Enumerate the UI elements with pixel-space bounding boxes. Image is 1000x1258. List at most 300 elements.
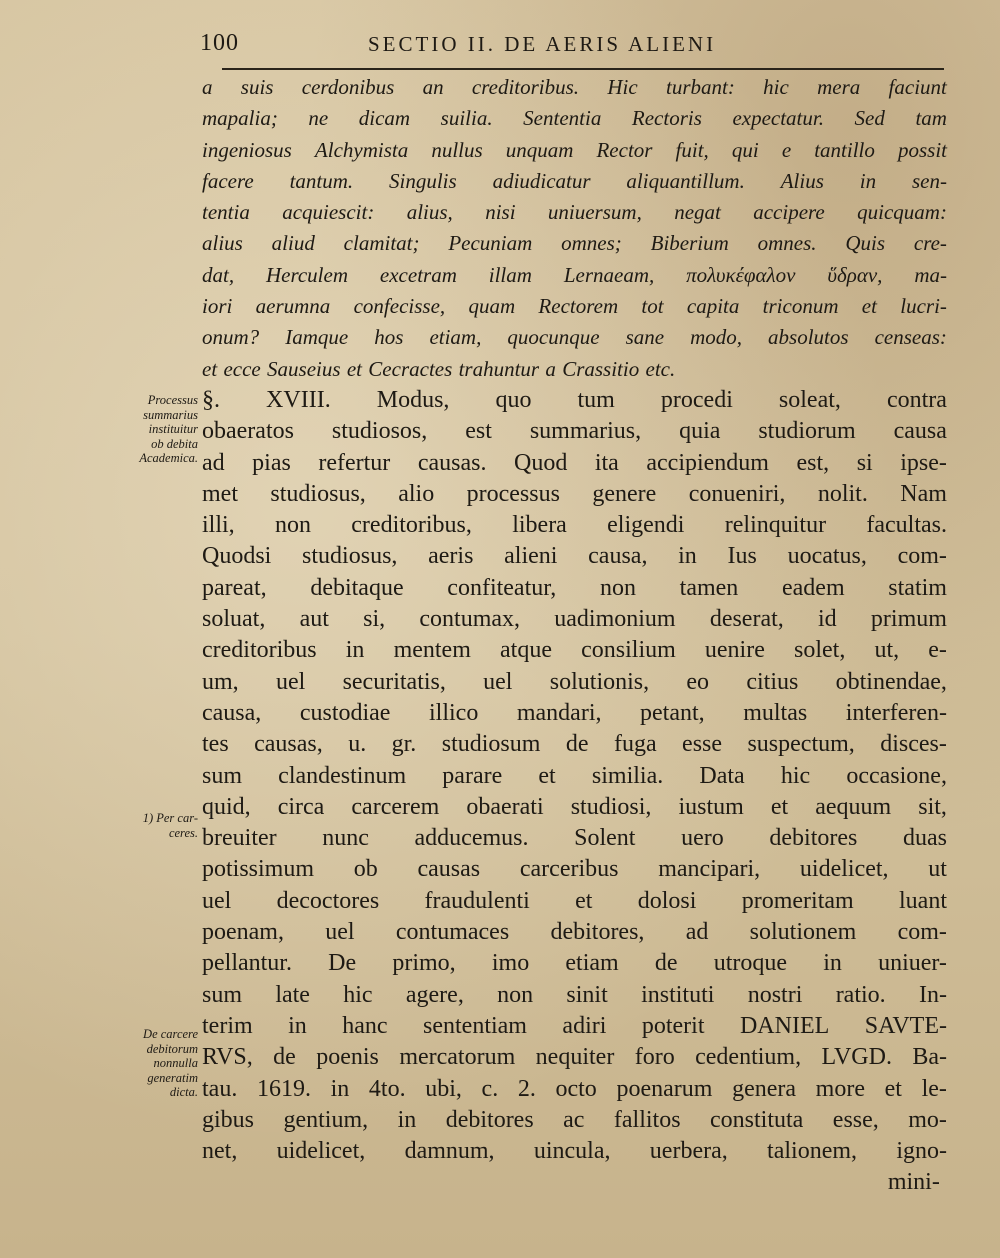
word: atque [500,637,552,664]
word: absolutos [768,325,849,350]
word: suilia. [440,106,493,131]
word: solutionis, [549,668,650,695]
word: mapalia; [202,106,278,131]
word: ipse- [900,449,947,476]
word: breuiter [202,825,277,852]
word: uniuersum, [547,200,642,225]
word: Modus, [376,386,450,413]
word: poenarum [616,1075,713,1102]
word: met [202,480,238,507]
word: possit [897,137,947,162]
word: LVGD. [821,1044,892,1071]
word: terim [202,1012,253,1039]
word: primo, [392,950,456,977]
word: est, [796,449,830,476]
word: mentem [393,637,471,664]
word: Rectoris [631,106,702,131]
text-line [202,103,947,134]
word: pellantur. [202,950,292,977]
word: Lernaeam, [563,262,655,287]
word: aliud [271,231,315,256]
word: nisi [485,200,516,225]
text-line-content [202,698,947,729]
word: creditoribus, [351,512,472,539]
word: instituti [641,981,715,1008]
text-line [202,1136,947,1167]
margin-note-line: dicta. [169,1085,198,1099]
word: capita [686,294,740,319]
word: um, [202,668,239,695]
word: SAVTE- [864,1012,947,1039]
word: studiosos, [331,418,428,445]
word: gr. [391,731,417,758]
word: et [538,762,556,789]
word: esse [682,731,723,758]
word: debitaque [310,574,404,601]
word: et [202,356,218,381]
word: aut [299,606,329,633]
word: deserat, [709,606,784,633]
text-line [202,1011,947,1042]
word: debitores [445,1106,534,1133]
text-line-content [202,260,947,291]
word: utroque [713,950,788,977]
word: le- [921,1075,947,1102]
word: ne [308,106,329,131]
word: in [330,1075,350,1102]
word: clamitat; [343,231,420,256]
word: constituta [710,1106,804,1133]
word: tum [577,386,615,413]
word: eo [686,668,710,695]
word: uel [483,668,513,695]
word: negat [674,200,721,225]
margin-note-line: nonnulla [153,1056,198,1070]
word: si [856,449,873,476]
word: parare [442,762,503,789]
text-line-content [202,1042,947,1073]
text-line [202,1074,947,1105]
word: uidelicet, [799,856,889,883]
word: causa [893,418,947,445]
word: more [815,1075,865,1102]
italic-quotation [202,72,947,385]
text-line [202,541,947,572]
word: Alchymista [314,137,409,162]
text-line [202,1042,947,1073]
word: u. [348,731,367,758]
word: in [397,1106,417,1133]
margin-note-line: instituitur [148,422,198,436]
word: expectatur. [732,106,824,131]
word: faciunt [888,75,947,99]
word: adiudicatur [492,168,591,193]
text-line [202,792,947,823]
word: debitores, [550,919,645,946]
word: in [345,637,365,664]
word: mo- [908,1106,947,1133]
word: unquam [505,137,574,162]
word: mini- [887,1169,940,1196]
word: agere, [405,981,464,1008]
word: imo [491,950,530,977]
text-line-content [202,72,947,103]
word: alius, [406,200,453,225]
word: fallitos [613,1106,681,1133]
word: Singulis [389,168,457,193]
text-line-content [202,416,947,447]
text-line [202,166,947,197]
text-line [202,980,947,1011]
word: creditoribus. [471,75,580,99]
word: sum [202,981,243,1008]
word: eligendi [607,512,685,539]
word: ad [685,919,709,946]
word: poterit [641,1012,705,1039]
word: in [288,1012,307,1039]
word: et [575,887,593,914]
header-rule [222,68,944,70]
word: cre- [913,231,947,256]
word: onum? [202,325,260,350]
word: cedentium, [695,1044,802,1071]
text-line [202,197,947,228]
word: cerdonibus [301,75,395,99]
word: etiam, [429,325,482,350]
text-line [202,291,947,322]
text-line [202,72,947,103]
word: foro [634,1044,675,1071]
word: circa [277,793,325,820]
word: 4to. [368,1075,406,1102]
word: nunc [322,825,369,852]
margin-note-line: Academica. [139,451,198,465]
margin-note-line: De carcere [143,1027,198,1041]
word: XVIII. [266,386,331,413]
word: nequiter [535,1044,615,1071]
word: Quis [845,231,886,256]
word: gentium, [283,1106,369,1133]
word: suis [240,75,274,99]
word: confecisse, [353,294,446,319]
word: hic [780,762,811,789]
word: Rectorem [538,294,619,319]
text-line [202,635,947,666]
page-number: 100 [200,30,239,56]
word: refertur [318,449,391,476]
margin-note-de-carcere [143,1027,198,1100]
text-line-content [202,135,947,166]
word: aliquantillum. [626,168,745,193]
word: consilium [581,637,676,664]
word: modo, [690,325,743,350]
word: fraudulenti [424,887,530,914]
text-line-content [202,448,947,479]
word: 1619. [256,1075,311,1102]
text-line-content [202,854,947,885]
word: statim [888,574,947,601]
word: Nam [900,480,947,507]
word: relinquitur [724,512,827,539]
word: ratio. [835,981,886,1008]
word: In- [918,981,947,1008]
word: Herculem [265,262,349,287]
word: mercatorum [399,1044,516,1071]
word: obaerati [466,793,544,820]
word: 2. [517,1075,536,1102]
word: contumaces [395,919,510,946]
text-line [202,416,947,447]
word: uel [202,887,232,914]
word: similia. [591,762,664,789]
margin-note-line: debitorum [146,1041,198,1056]
word: solutionem [749,919,857,946]
text-line [202,322,947,353]
word: mandari, [516,699,602,726]
text-line [202,698,947,729]
word: contra [886,386,947,413]
word: causa, [202,699,262,726]
text-line [202,604,947,635]
word: talionem, [767,1138,858,1165]
word: octo [555,1075,597,1102]
text-line-content [202,541,947,572]
word: ingeniosus [202,137,292,162]
word: uniuer- [878,950,947,977]
word: carceribus [519,856,619,883]
word: id [818,606,837,633]
word: Sententia [523,106,602,131]
word: procedi [660,386,733,413]
word: sum [202,762,243,789]
word: tantum. [289,168,354,193]
word: Ius [727,543,757,570]
word: iustum [678,793,744,820]
word: studiorum [758,418,856,445]
text-line-content [202,823,947,854]
word: tentia [202,200,250,225]
catchword [888,1167,947,1198]
word: ecce [223,356,261,381]
text-line-content [202,1105,947,1136]
word: ad [202,449,225,476]
word: ob [353,856,378,883]
text-line [202,479,947,510]
word: tam [915,106,947,131]
word: omnes. [757,231,817,256]
word: ὕδραν, [827,262,883,287]
word: com- [897,543,947,570]
word: e [781,137,792,162]
word: Crassitio [562,356,640,381]
word: iori [202,294,233,319]
word: Quod [513,449,568,476]
word: esse, [832,1106,879,1133]
text-line-content [202,1074,947,1105]
word: carcerem [351,793,440,820]
word: quia [679,418,721,445]
word: De [328,950,357,977]
word: quam [468,294,516,319]
word: adducemus. [414,825,529,852]
text-line-content [202,729,947,760]
word: fuga [613,731,657,758]
word: nullus [431,137,483,162]
word: etc. [645,356,676,381]
word: Quodsi [202,543,272,570]
text-line-content [202,917,947,948]
text-line [202,917,947,948]
word: qui [731,137,759,162]
word: uel [325,919,355,946]
word: obtinendae, [835,668,947,695]
word: facultas. [866,512,947,539]
word: in [678,543,697,570]
word: occasione, [846,762,947,789]
text-line-content [202,635,947,666]
word: promeritam [741,887,854,914]
word: Ba- [912,1044,947,1071]
text-line-content [202,948,947,979]
word: adiri [562,1012,607,1039]
text-line-content [202,761,947,792]
word: debitores [769,825,858,852]
word: ut, [874,637,900,664]
word: Hic [607,75,638,99]
text-line-content [202,354,947,385]
word: facere [202,168,254,193]
word: decoctores [276,887,380,914]
word: uadimonium [554,606,676,633]
text-line [202,260,947,291]
word: mera [817,75,861,99]
word: sane [625,325,665,350]
word: de [273,1044,296,1071]
word: illico [429,699,479,726]
word: citius [746,668,799,695]
text-line-content [202,573,947,604]
word: accipiendum [646,449,769,476]
word: eadem [781,574,845,601]
word: uel [275,668,306,695]
word: tamen [679,574,739,601]
word: nostri [747,981,803,1008]
section-xviii-paragraph [202,385,947,1167]
word: soleat, [778,386,841,413]
text-line [202,854,947,885]
word: non [274,512,311,539]
word: turbant: [665,75,735,99]
text-line-content [202,166,947,197]
word: com- [897,919,947,946]
word: tantillo [814,137,875,162]
word: late [275,981,310,1008]
margin-note-line: ob debita [151,436,198,451]
text-line [202,448,947,479]
word: uidelicet, [276,1138,366,1165]
word: censeas: [874,325,947,350]
text-line [202,385,947,416]
word: et [861,294,877,319]
word: duas [902,825,947,852]
page-header [200,30,945,64]
text-line [202,354,947,385]
text-line-content [202,604,947,635]
word: studiosum [441,731,541,758]
word: si, [363,606,386,633]
word: Biberium [650,231,729,256]
word: sententiam [423,1012,527,1039]
word: alio [398,480,435,507]
word: summarius, [529,418,642,445]
text-line-content [202,510,947,541]
word: DANIEL [739,1012,830,1039]
word: primum [870,606,947,633]
text-line [202,886,947,917]
word: interferen- [845,699,947,726]
word: fuit, [675,137,709,162]
word: de [654,950,678,977]
text-line-content [202,980,947,1011]
text-line [202,729,947,760]
word: libera [512,512,567,539]
word: uero [681,825,724,852]
word: dolosi [637,887,697,914]
catchword-line [202,1167,947,1198]
word: non [599,574,636,601]
word: quocunque [507,325,600,350]
word: Solent [574,825,636,852]
word: an [422,75,444,99]
margin-note-processus [139,393,198,466]
word: ubi, [425,1075,462,1102]
word: de [565,731,589,758]
word: multas [743,699,808,726]
word: poenis [316,1044,379,1071]
word: alieni [504,543,558,570]
word: damnum, [404,1138,495,1165]
word: aequum [815,793,892,820]
word: et [884,1075,902,1102]
word: trahuntur [458,356,540,381]
word: quo [495,386,532,413]
word: luant [899,887,947,914]
word: studiosus, [270,480,366,507]
word: dat, [202,262,235,287]
word: igno- [896,1138,947,1165]
text-line [202,667,947,698]
word: quicquam: [857,200,947,225]
text-line-content [202,322,947,353]
word: uerbera, [649,1138,728,1165]
text-line-content [202,792,947,823]
text-line-content [202,1011,947,1042]
word: uenire [704,637,765,664]
text-line [202,510,947,541]
word: sinit [566,981,608,1008]
word: est [465,418,492,445]
word: Sed [854,106,885,131]
text-line [202,573,947,604]
word: quid, [202,793,251,820]
text-line-content [202,291,947,322]
margin-note-line: generatim [147,1070,198,1085]
word: genera [732,1075,797,1102]
text-line-content [202,1136,947,1167]
word: processus [466,480,560,507]
text-line-content [202,667,947,698]
margin-note-per-carceres [143,811,198,840]
